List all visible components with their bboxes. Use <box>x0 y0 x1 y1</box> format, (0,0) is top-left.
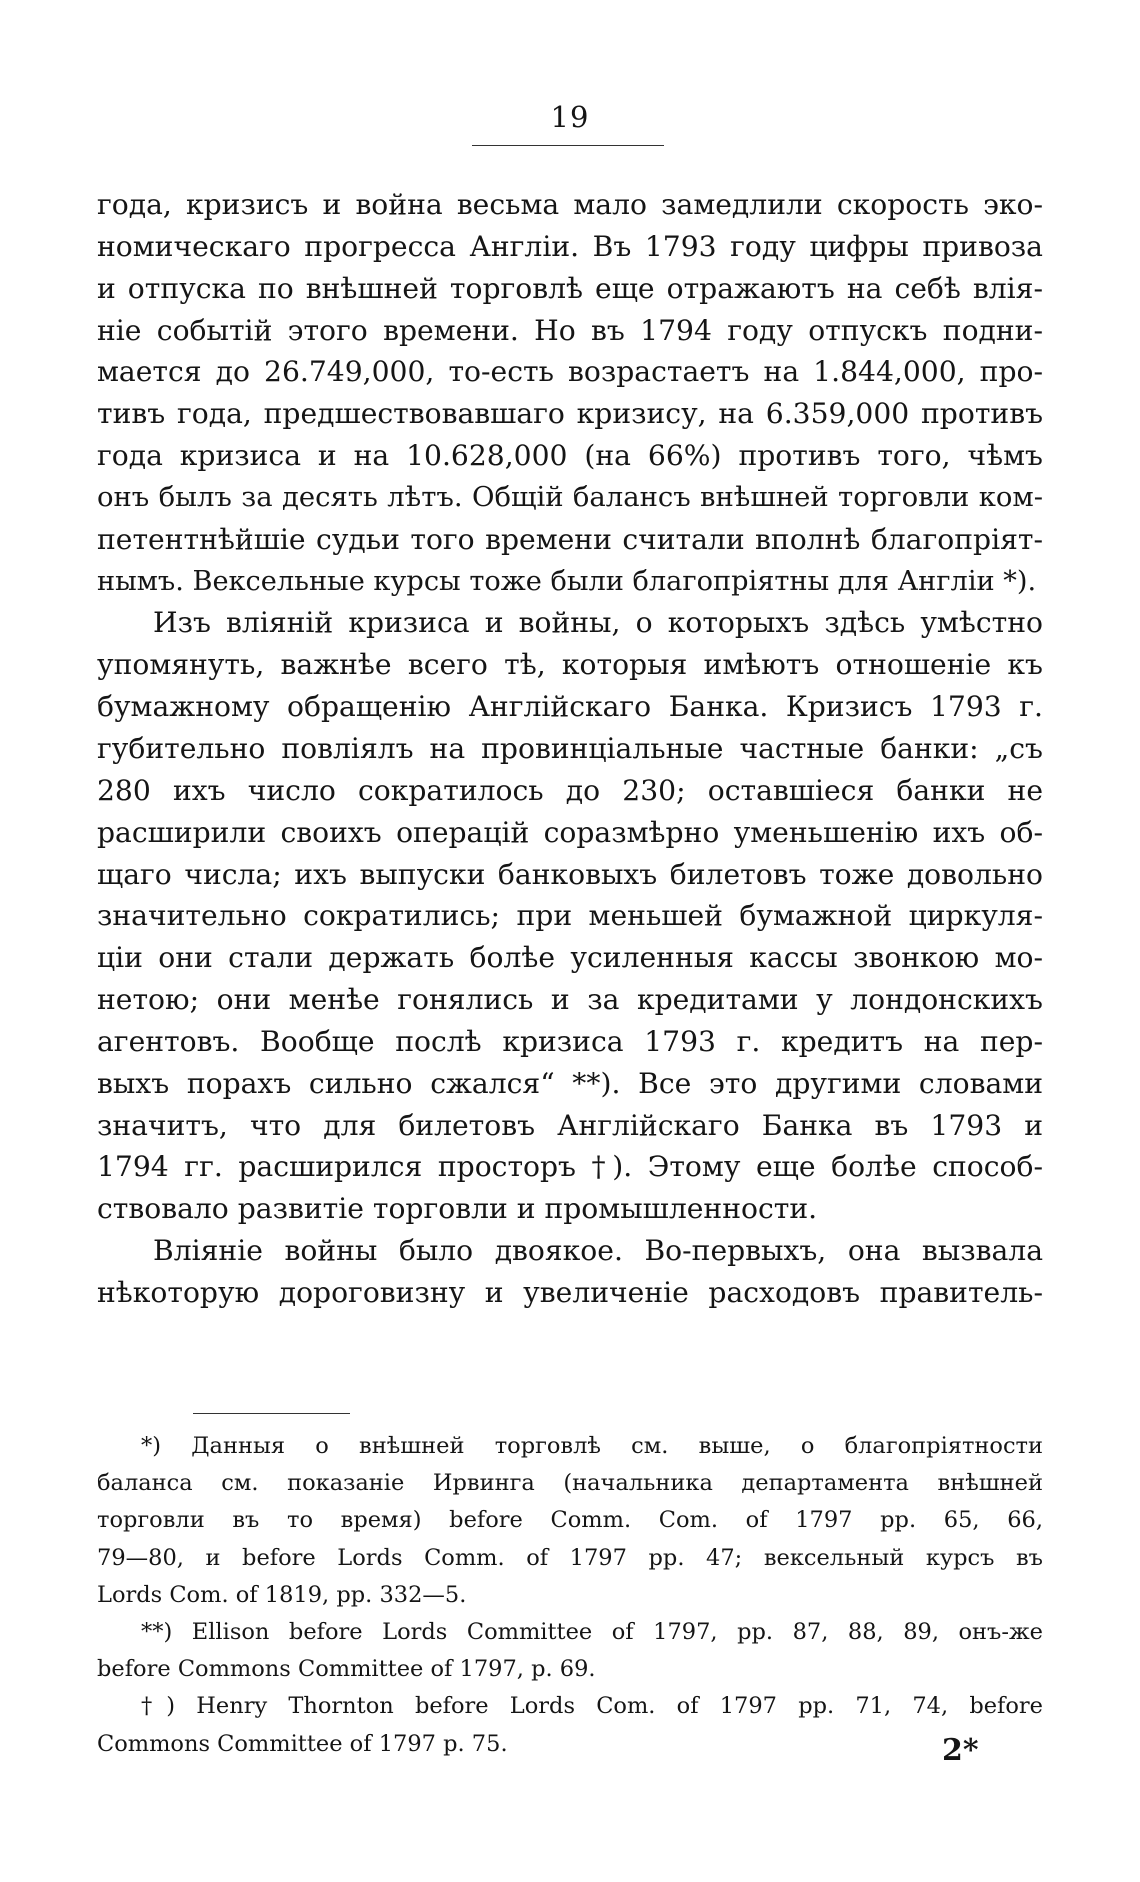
text-line: нетою; они менѣе гонялись и за кредитами у лондонскихъ <box>97 983 1043 1017</box>
footnote-line: 79—80, и before Lords Comm. of 1797 pp. 47; вексельный курсъ въ <box>97 1544 1043 1571</box>
page-number: 19 <box>550 100 590 134</box>
footnote-rule <box>193 1413 350 1414</box>
text-line: значительно сократились; при меньшей бумажной циркуля- <box>97 899 1043 933</box>
paragraph-start: Вліяніе войны было двоякое. Во-первыхъ, она вызвала <box>153 1234 1043 1268</box>
text-line: бумажному обращенію Англійскаго Банка. Кризисъ 1793 г. <box>97 690 1043 724</box>
footnote-line: before Commons Committee of 1797, p. 69. <box>97 1656 596 1683</box>
footnote-line: Commons Committee of 1797 p. 75. <box>97 1730 508 1757</box>
text-line: щаго числа; ихъ выпуски банковыхъ билетовъ тоже довольно <box>97 857 1043 891</box>
text-line: ціи они стали держать болѣе усиленныя кассы звонкою мо- <box>97 941 1043 975</box>
footnote: **) Ellison before Lords Committee of 1797, pp. 87, 88, 89, онъ-же <box>141 1619 1043 1646</box>
text-line: выхъ порахъ сильно сжался“ **). Все это другими словами <box>97 1066 1043 1100</box>
text-line: петентнѣйшіе судьи того времени считали вполнѣ благопріят- <box>97 522 1043 556</box>
text-line: года кризиса и на 10.628,000 (на 66%) противъ того, чѣмъ <box>97 439 1043 473</box>
footnotes <box>97 1428 1043 1763</box>
text-line: тивъ года, предшествовавшаго кризису, на 6.359,000 противъ <box>97 397 1043 431</box>
text-line: мается до 26.749,000, то-есть возрастаетъ на 1.844,000, про- <box>97 355 1043 389</box>
text-line: номическаго прогресса Англіи. Въ 1793 году цифры привоза <box>97 229 1043 263</box>
text-line: 280 ихъ число сократилось до 230; оставшіеся банки не <box>97 773 1043 807</box>
footnote: †) Henry Thornton before Lords Com. of 1797 pp. 71, 74, before <box>141 1693 1043 1720</box>
body-text <box>97 184 1043 1314</box>
footnote: *) Данныя о внѣшней торговлѣ см. выше, о благопріятности <box>141 1433 1043 1459</box>
text-line: нымъ. Вексельные курсы тоже были благопріятны для Англіи *). <box>97 565 1037 597</box>
header-rule <box>472 145 664 146</box>
text-line: года, кризисъ и война весьма мало замедлили скорость эко- <box>97 188 1043 221</box>
text-line: губительно повліялъ на провинціальные частные банки: „съ <box>97 731 1043 765</box>
text-line: ніе событій этого времени. Но въ 1794 году отпускъ подни- <box>97 313 1043 347</box>
text-line: и отпуска по внѣшней торговлѣ еще отражаютъ на себѣ влія- <box>97 271 1043 305</box>
text-line: 1794 гг. расширился просторъ †). Этому еще болѣе способ- <box>97 1150 1043 1184</box>
footnote-line: торговли въ то время) before Comm. Com. of 1797 pp. 65, 66, <box>97 1507 1043 1534</box>
footnote-line: баланса см. показаніе Ирвинга (начальника департамента внѣшней <box>97 1470 1043 1497</box>
text-line: упомянуть, важнѣе всего тѣ, которыя имѣютъ отношеніе къ <box>97 648 1043 682</box>
text-line: расширили своихъ операцій соразмѣрно уменьшенію ихъ об- <box>97 815 1043 849</box>
text-line: нѣкоторую дороговизну и увеличеніе расходовъ правитель- <box>97 1275 1043 1309</box>
paragraph-start: Изъ вліяній кризиса и войны, о которыхъ здѣсь умѣстно <box>153 606 1043 640</box>
signature-mark: 2* <box>942 1733 979 1768</box>
text-line: агентовъ. Вообще послѣ кризиса 1793 г. кредитъ на пер- <box>97 1024 1043 1058</box>
text-line: ствовало развитіе торговли и промышленности. <box>97 1192 818 1226</box>
footnote-line: Lords Com. of 1819, pp. 332—5. <box>97 1581 467 1608</box>
text-line: онъ былъ за десять лѣтъ. Общій балансъ внѣшней торговли ком- <box>97 481 1043 513</box>
text-line: значитъ, что для билетовъ Англійскаго Банка въ 1793 и <box>97 1108 1043 1142</box>
